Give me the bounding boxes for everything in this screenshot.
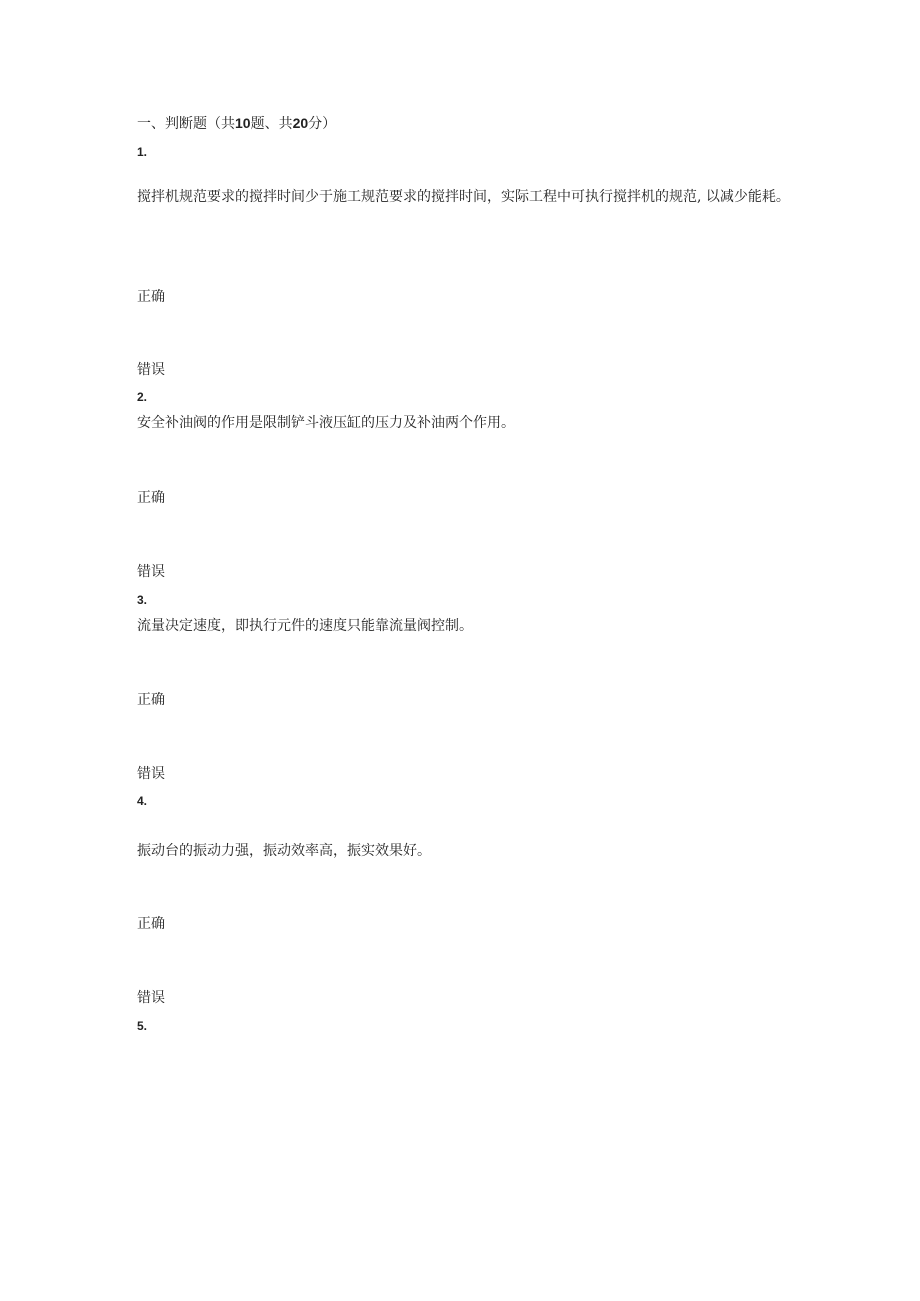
question-text: 安全补油阀的作用是限制铲斗液压缸的压力及补油两个作用。 [137,415,515,431]
option-false[interactable]: 错误 [137,564,165,580]
question-number: 4. [137,794,148,808]
option-false[interactable]: 错误 [137,990,165,1006]
section-heading [137,112,336,135]
question-number: 3. [137,593,148,607]
question-text: 振动台的振动力强，振动效率高，振实效果好。 [137,843,431,859]
section-heading-prefix: 一、判断题（共 [137,116,235,132]
question-text: 搅拌机规范要求的搅拌时间少于施工规范要求的搅拌时间，实际工程中可执行搅拌机的规范, 以减少能耗。 [137,189,790,205]
option-true[interactable]: 正确 [137,692,165,708]
section-total-score: 20 [292,115,309,131]
option-true[interactable]: 正确 [137,916,165,932]
question-text: 流量决定速度，即执行元件的速度只能靠流量阀控制。 [137,618,473,634]
option-true[interactable]: 正确 [137,289,165,305]
option-false[interactable]: 错误 [137,766,165,782]
section-heading-mid: 题、共 [250,116,293,132]
question-number: 1. [137,145,148,159]
option-false[interactable]: 错误 [137,362,165,378]
option-true[interactable]: 正确 [137,490,165,506]
question-number: 5. [137,1019,148,1033]
section-heading-suffix: 分） [308,116,337,132]
section-question-count: 10 [235,115,251,131]
question-number: 2. [137,390,148,404]
